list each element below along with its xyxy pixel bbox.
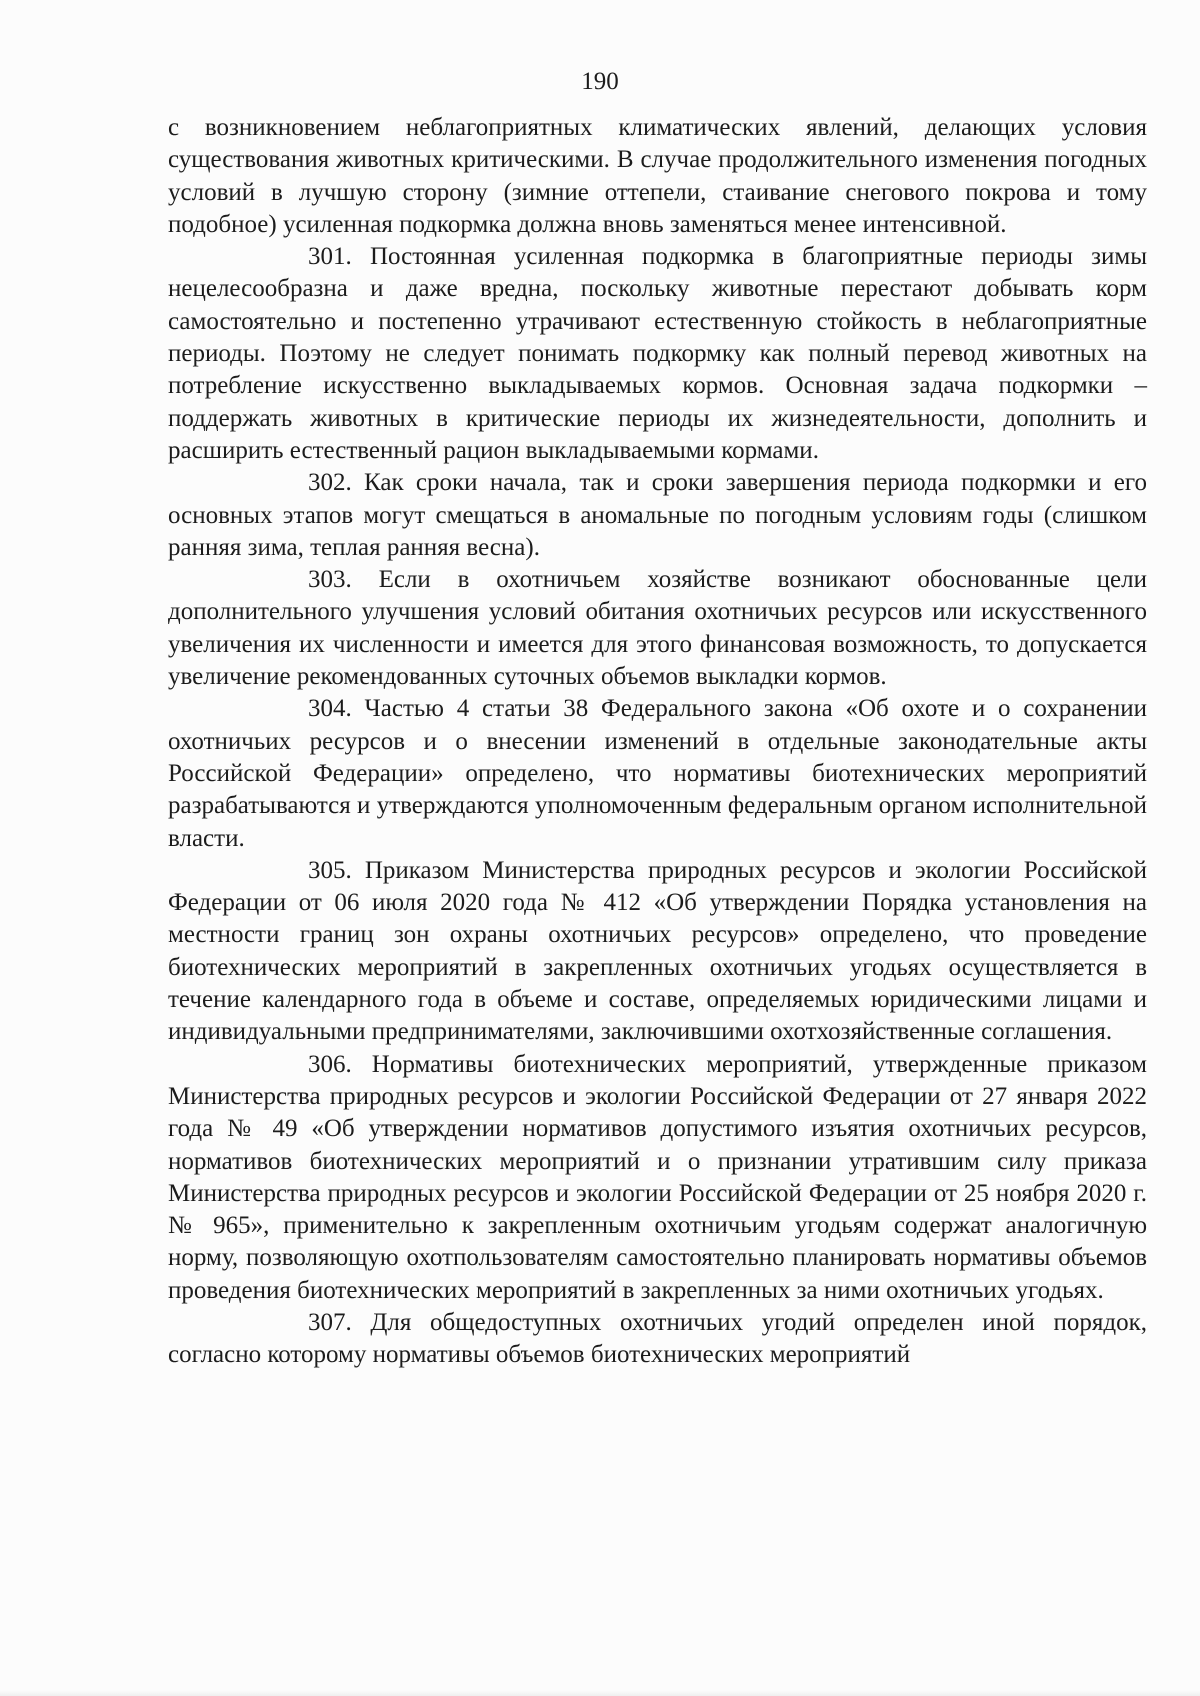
paragraph-continuation (168, 112, 1147, 241)
paragraph-text: Постоянная усиленная подкормка в благоприятные периоды зимы нецелесообразна и даже вредна, поскольку животные перестают добывать корм самостоятельно и постепенно утрачивают естественную стойкость в неблагоприятные периоды. Поэтому не следует понимать подкормку как полный перевод животных на потребление искусственно выкладываемых кормов. Основная задача подкормки – поддержать животных в критические периоды их жизнедеятельности, дополнить и расширить естественный рацион выкладываемыми кормами. (168, 243, 1147, 464)
scan-bottom-edge (0, 1690, 1200, 1696)
paragraph-306 (168, 1049, 1147, 1307)
document-body (168, 112, 1147, 1372)
paragraph-text: Как сроки начала, так и сроки завершения периода подкормки и его основных этапов могут смещаться в аномальные по погодным условиям годы (слишком ранняя зима, теплая ранняя весна). (168, 469, 1147, 561)
paragraph-number: 306. (308, 1050, 352, 1078)
paragraph-number: 302. (308, 469, 352, 497)
paragraph-number: 305. (308, 856, 352, 884)
paragraph-302 (168, 467, 1147, 564)
paragraph-number: 303. (308, 566, 352, 594)
paragraph-number: 304. (308, 695, 352, 723)
paragraph-text: Приказом Министерства природных ресурсов и экологии Российской Федерации от 06 июля 2020 года № 412 «Об утверждении Порядка установления на местности границ зон охраны охотничьих ресурсов» определено, что проведение биотехнических мероприятий в закрепленных охотничьих угодьях осуществляется в течение календарного года в объеме и составе, определяемых юридическими лицами и индивидуальными предпринимателями, заключившими охотхозяйственные соглашения. (168, 856, 1147, 1046)
page-number: 190 (581, 68, 619, 95)
paragraph-305 (168, 855, 1147, 1049)
paragraph-304 (168, 693, 1147, 854)
paragraph-number: 307. (308, 1308, 352, 1336)
paragraph-301 (168, 241, 1147, 467)
paragraph-text: Нормативы биотехнических мероприятий, утвержденные приказом Министерства природных ресурсов и экологии Российской Федерации от 27 января 2022 года № 49 «Об утверждении нормативов допустимого изъятия охотничьих ресурсов, нормативов биотехнических мероприятий и о признании утратившим силу приказа Министерства природных ресурсов и экологии Российской Федерации от 25 ноября 2020 г. № 965», применительно к закрепленным охотничьим угодьям содержат аналогичную норму, позволяющую охотпользователям самостоятельно планировать нормативы объемов проведения биотехнических мероприятий в закрепленных за ними охотничьих угодьях. (168, 1050, 1147, 1304)
paragraph-text: с возникновением неблагоприятных климатических явлений, делающих условия существования животных критическими. В случае продолжительного изменения погодных условий в лучшую сторону (зимние оттепели, стаивание снегового покрова и тому подобное) усиленная подкормка должна вновь заменяться менее интенсивной. (168, 114, 1147, 238)
paragraph-text: Если в охотничьем хозяйстве возникают обоснованные цели дополнительного улучшения условий обитания охотничьих ресурсов или искусственного увеличения их численности и имеется для этого финансовая возможность, то допускается увеличение рекомендованных суточных объемов выкладки кормов. (168, 566, 1148, 691)
paragraph-303 (168, 564, 1147, 693)
paragraph-text: Частью 4 статьи 38 Федерального закона «Об охоте и о сохранении охотничьих ресурсов и о внесении изменений в отдельные законодательные акты Российской Федерации» определено, что нормативы биотехнических мероприятий разрабатываются и утверждаются уполномоченным федеральным органом исполнительной власти. (168, 695, 1147, 852)
paragraph-number: 301. (308, 243, 352, 271)
paragraph-307 (168, 1307, 1147, 1372)
paragraph-text: Для общедоступных охотничьих угодий определен иной порядок, согласно которому нормативы объемов биотехнических мероприятий (168, 1308, 1148, 1369)
